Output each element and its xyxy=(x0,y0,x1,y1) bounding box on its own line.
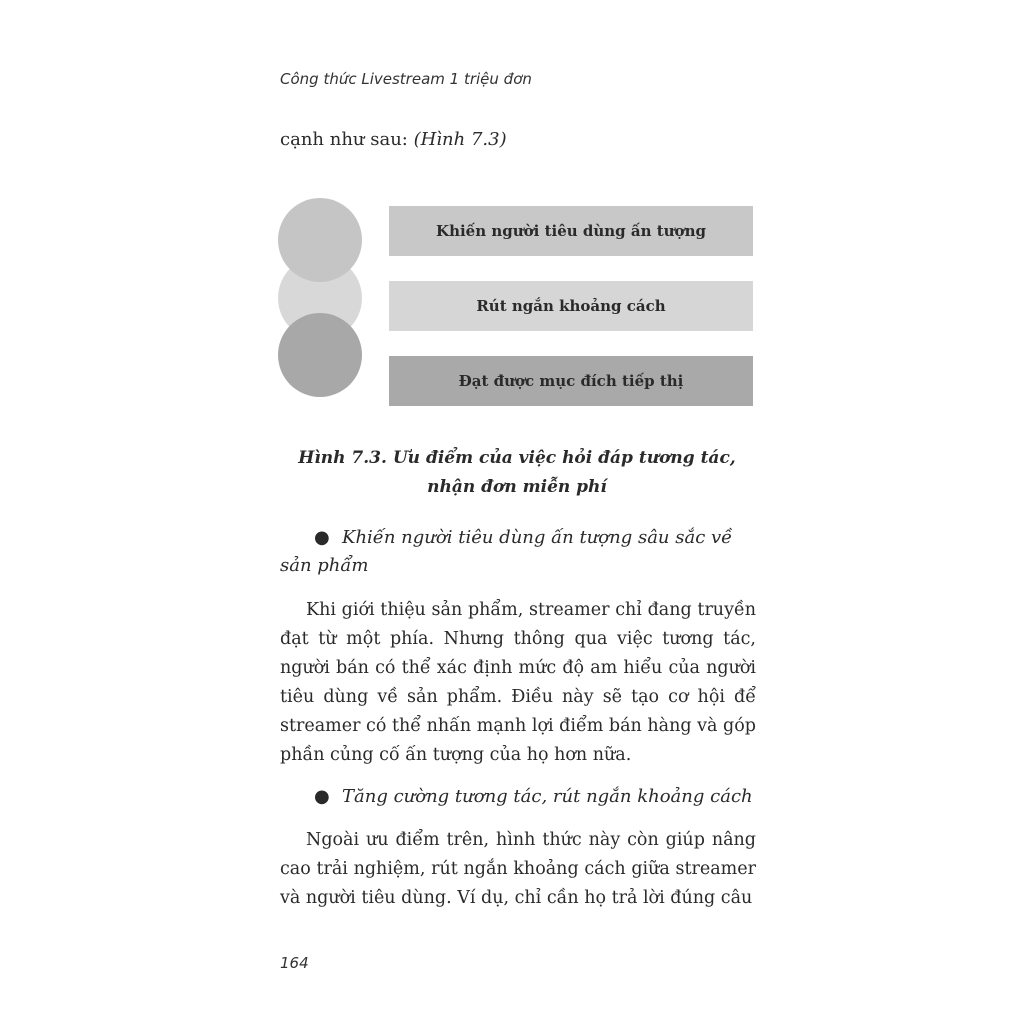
bullet-icon: ● xyxy=(314,527,330,548)
diagram-box-2 xyxy=(389,281,753,331)
section-heading-1 xyxy=(280,524,756,580)
diagram-box-3 xyxy=(389,356,753,406)
page-number: 164 xyxy=(280,954,309,972)
bullet-icon: ● xyxy=(314,786,330,807)
running-header: Công thức Livestream 1 triệu đơn xyxy=(280,70,532,88)
caption-line-2: nhận đơn miễn phí xyxy=(427,477,607,497)
figure-reference: (Hình 7.3) xyxy=(413,129,507,150)
diagram-box-label: Đạt được mục đích tiếp thị xyxy=(458,372,684,390)
diagram-box-1 xyxy=(389,206,753,256)
section-heading-text: Khiến người tiêu dùng ấn tượng sâu sắc về sản phẩm xyxy=(280,527,733,576)
body-paragraph-1: Khi giới thiệu sản phẩm, streamer chỉ đang truyền đạt từ một phía. Nhưng thông qua việc tương tác, người bán có thể xác định mức độ am hiểu của người tiêu dùng về sản phẩm. Điều này sẽ tạo cơ hội để streamer có thể nhấn mạnh lợi điểm bán hàng và góp phần củng cố ấn tượng của họ hơn nữa. xyxy=(280,600,756,765)
caption-line-1: Hình 7.3. Ưu điểm của việc hỏi đáp tương tác, xyxy=(298,448,736,468)
body-paragraph-2: Ngoài ưu điểm trên, hình thức này còn giúp nâng cao trải nghiệm, rút ngắn khoảng cách giữa streamer và người tiêu dùng. Ví dụ, chỉ cần họ trả lời đúng câu xyxy=(280,830,756,908)
section-heading-2 xyxy=(280,783,756,811)
section-heading-text: Tăng cường tương tác, rút ngắn khoảng cách xyxy=(342,786,753,807)
diagram-circle-1 xyxy=(278,198,362,282)
figure-caption xyxy=(280,444,754,502)
intro-text: cạnh như sau: xyxy=(280,129,414,150)
diagram-box-label: Khiến người tiêu dùng ấn tượng xyxy=(436,222,706,240)
diagram-circle-3 xyxy=(278,313,362,397)
diagram-box-label: Rút ngắn khoảng cách xyxy=(476,297,666,315)
